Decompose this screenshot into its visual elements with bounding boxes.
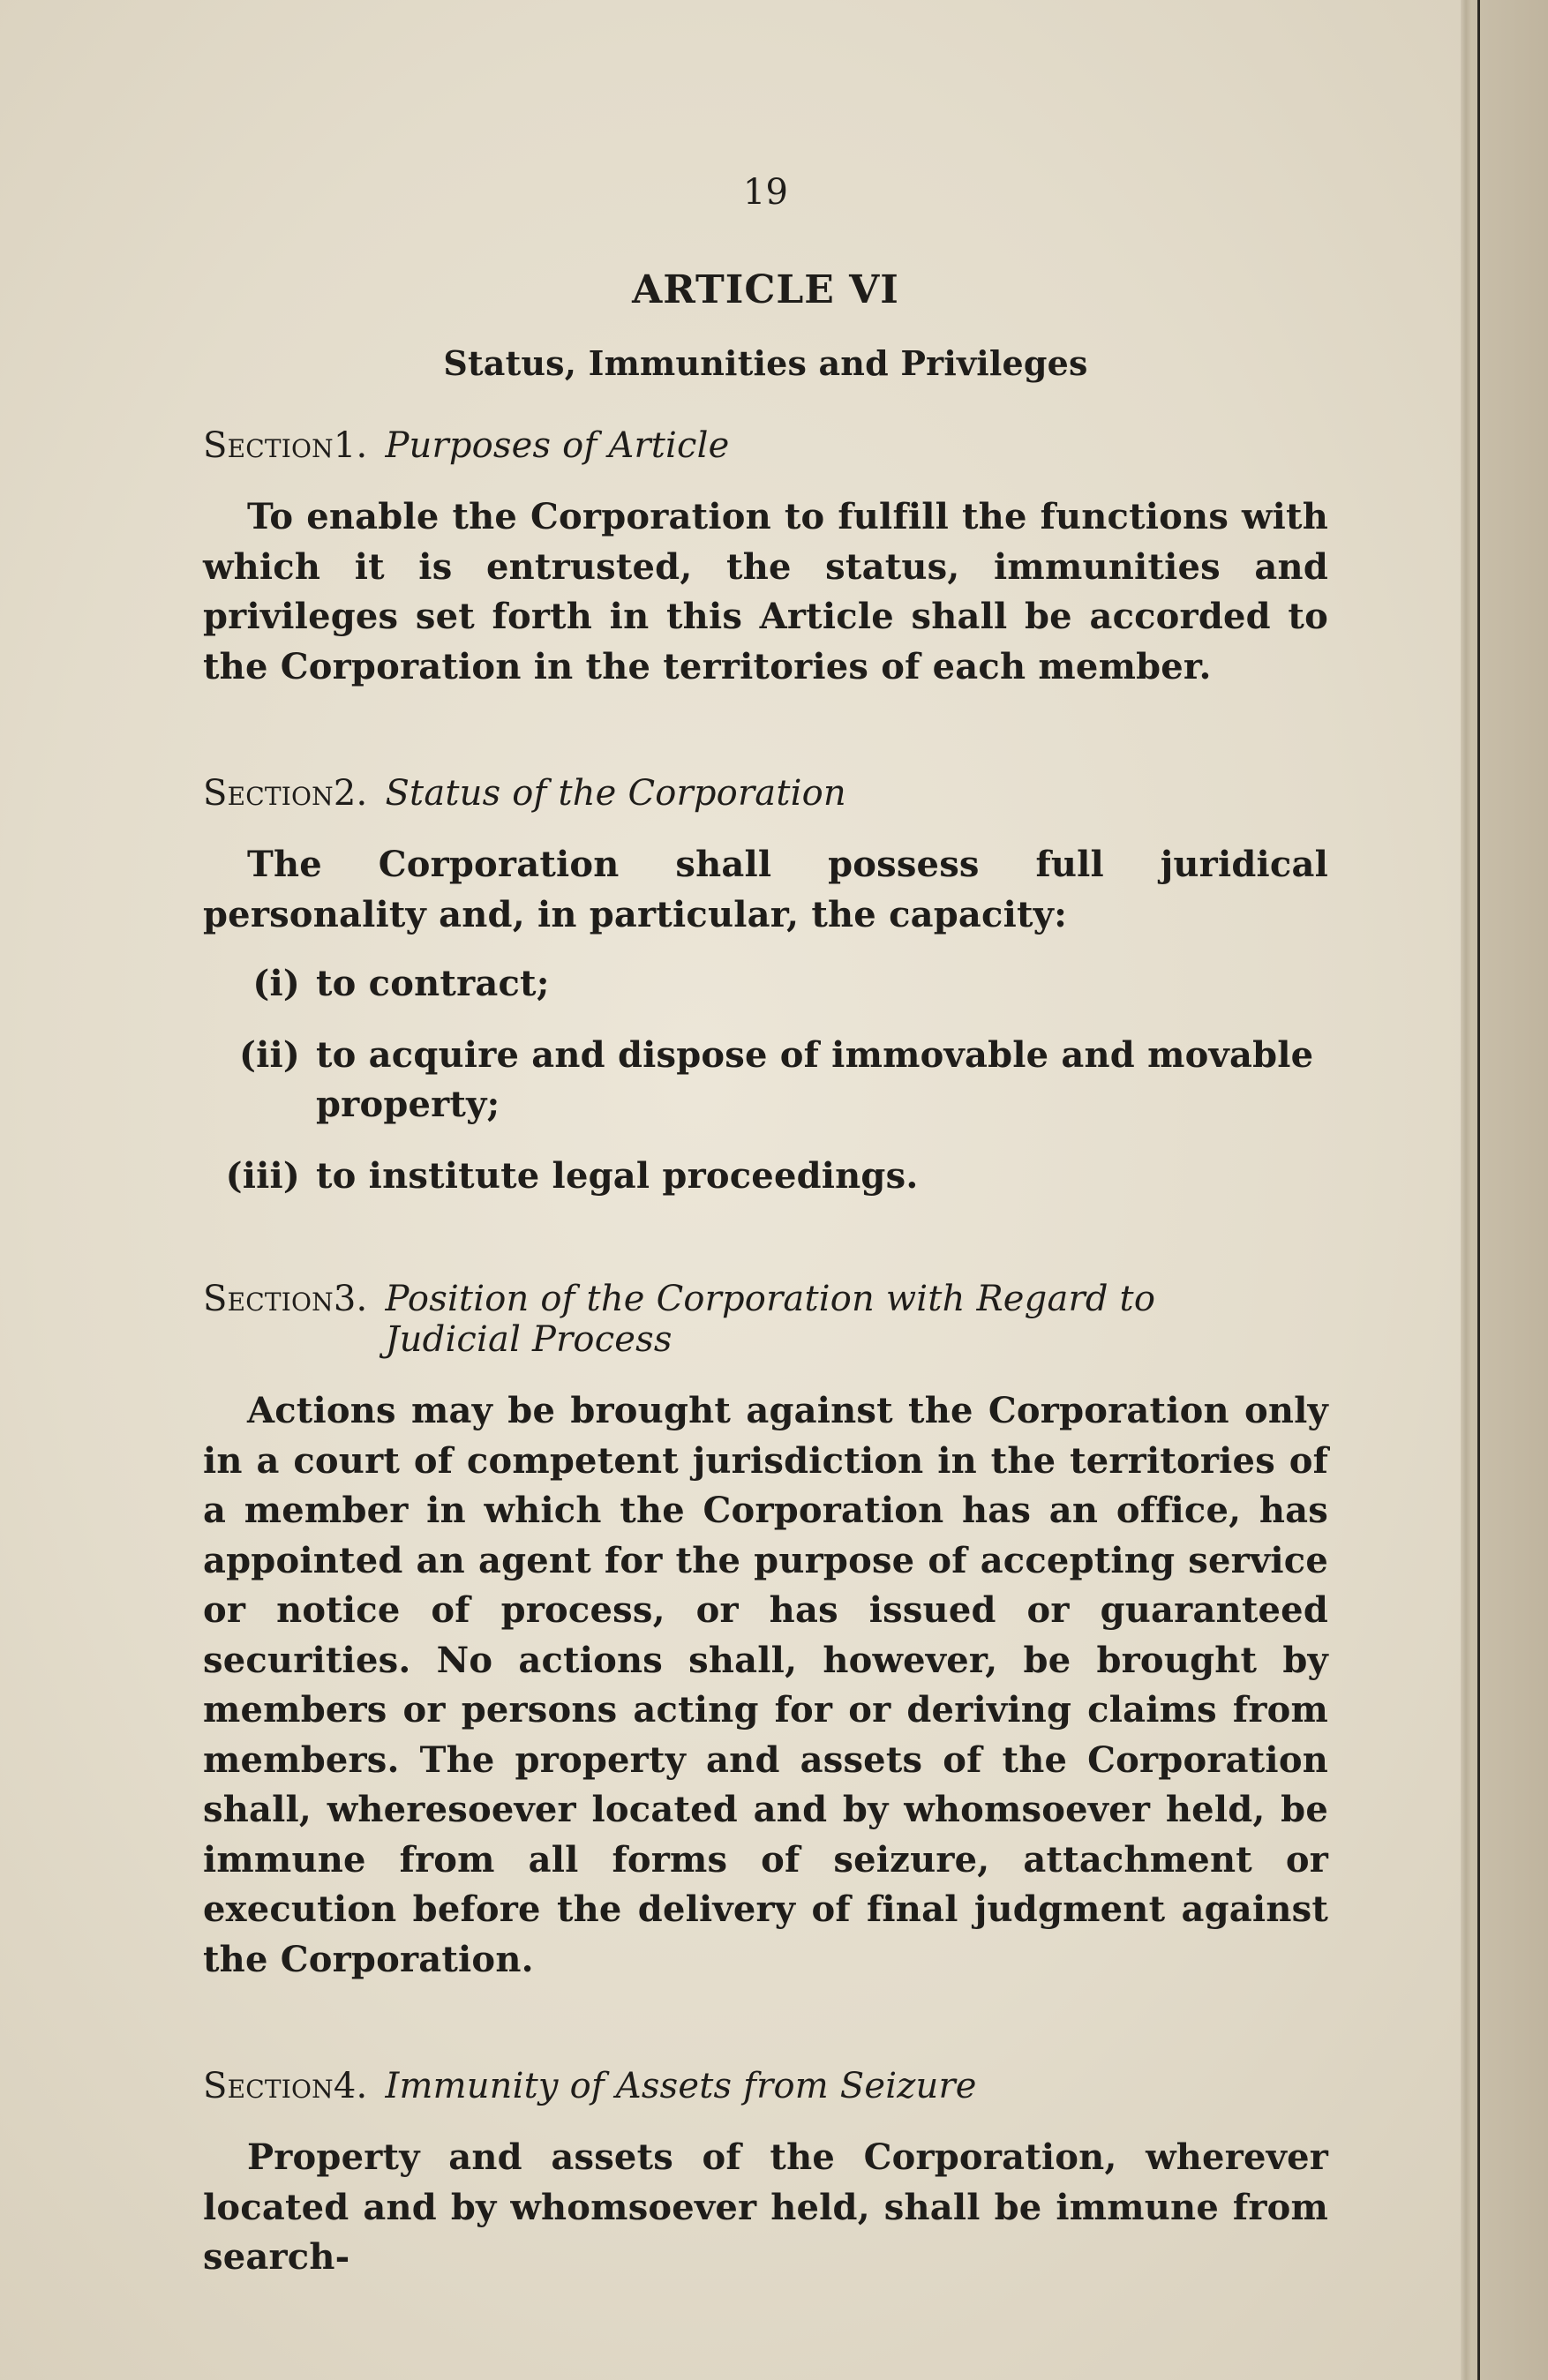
section-number: 2. (333, 773, 368, 814)
list-marker: (i) (252, 963, 300, 1004)
binding-line (1477, 0, 1480, 2380)
list-item (203, 1152, 1328, 1202)
section-label: Section (203, 425, 334, 466)
section-number: 4. (333, 2066, 368, 2106)
section-3-paragraph: Actions may be brought against the Corporation only in a court of competent jurisdiction in the territories of a member in which the Corporation has an office, has appointed an agent for the purpose of accepting service or notice of process, or has issued or guaranteed securities. No actions shall, however, be brought by members or persons acting for or deriving claims from members. The property and assets of the Corporation shall, wheresoever located and by whomsoever held, be immune from all forms of seizure, attachment or execution before the delivery of final judgment against the Corporation. (203, 1390, 1328, 1980)
section-title: Status of the Corporation (385, 773, 846, 814)
section-title (385, 1279, 1155, 1360)
section-title-line-2: Judicial Process (385, 1319, 673, 1360)
page-number: 19 (742, 172, 789, 213)
section-3-heading (203, 1279, 1328, 1360)
section-label: Section (203, 773, 334, 814)
list-marker: (iii) (225, 1154, 300, 1197)
list-text: to contract; (316, 963, 550, 1004)
article-subtitle: Status, Immunities and Privileges (443, 343, 1088, 383)
section-4-heading (203, 2066, 1328, 2106)
list-item (203, 959, 1328, 1010)
section-number: 1. (333, 425, 368, 466)
article-title: ARTICLE VI (632, 267, 899, 312)
list-text: to acquire and dispose of immovable and movable property; (316, 1033, 1314, 1125)
section-title-line-1: Position of the Corporation with Regard to (385, 1279, 1156, 1319)
section-2-heading (203, 773, 1328, 814)
list-item (203, 1031, 1328, 1130)
section-4-paragraph: Property and assets of the Corporation, wherever located and by whomsoever held, shall be immune from search- (203, 2136, 1328, 2278)
section-number: 3. (333, 1279, 368, 1319)
page-content (203, 172, 1328, 2364)
section-2-paragraph: The Corporation shall possess full juridical personality and, in particular, the capacity: (203, 844, 1328, 935)
list-marker: (ii) (238, 1033, 300, 1076)
page-edge (1461, 0, 1548, 2380)
capacity-list (203, 959, 1328, 1201)
section-label: Section (203, 1279, 334, 1319)
list-text: to institute legal proceedings. (316, 1154, 919, 1197)
section-title: Purposes of Article (385, 425, 730, 466)
section-title: Immunity of Assets from Seizure (385, 2066, 977, 2106)
section-1-paragraph: To enable the Corporation to fulfill the functions with which it is entrusted, the status, immunities and privileges set forth in this Article shall be accorded to the Corporation in the territories of each member. (203, 496, 1328, 687)
section-1-heading (203, 425, 1328, 466)
section-label: Section (203, 2066, 334, 2106)
